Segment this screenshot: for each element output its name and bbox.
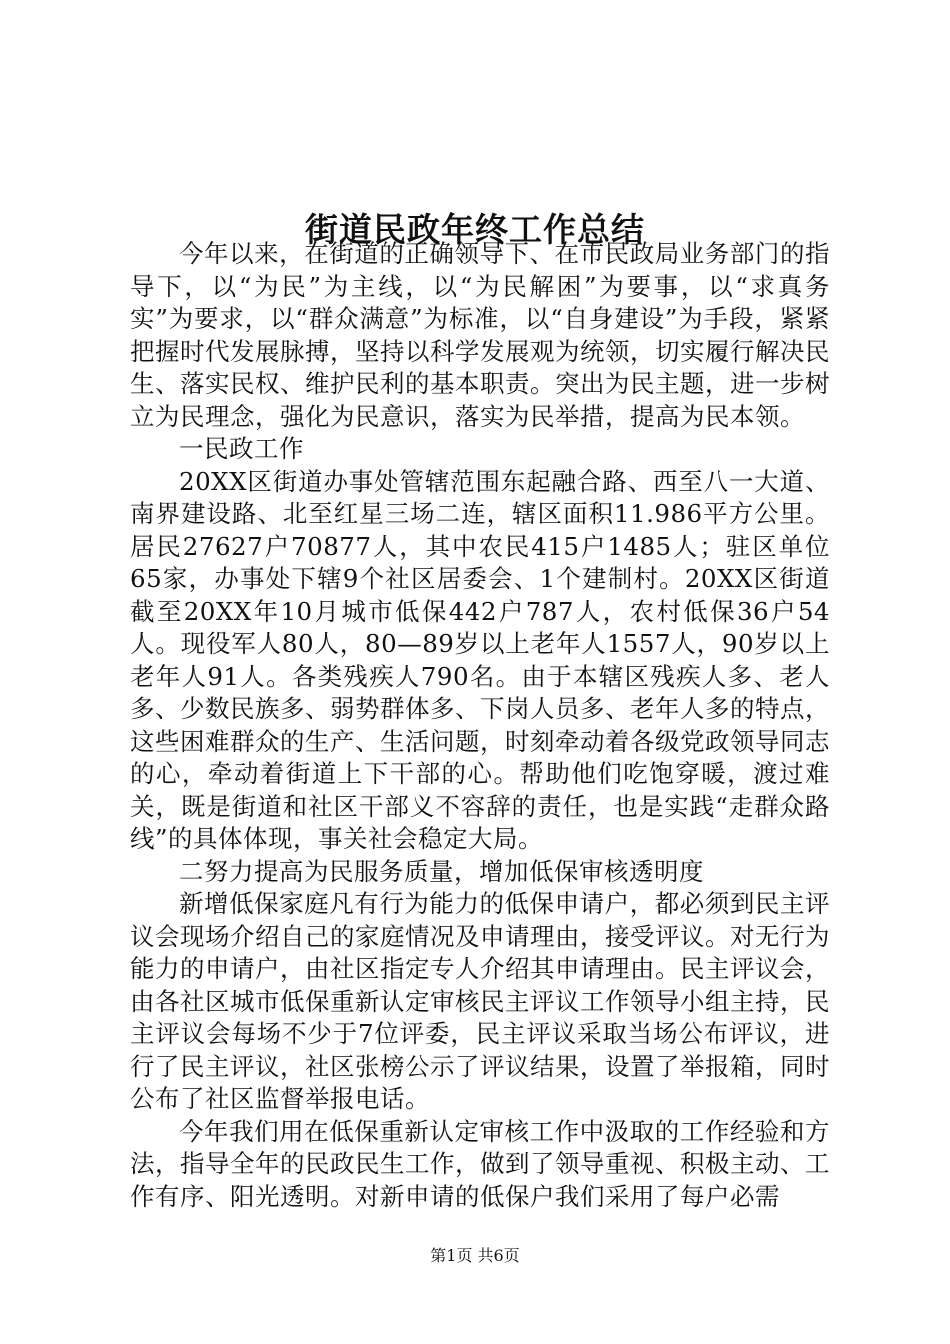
section-heading-1: 一民政工作 [179, 434, 304, 463]
body-paragraph: 新增低保家庭凡有行为能力的低保申请户，都必须到民主评议会现场介绍自己的家庭情况及申请理由，接受评议。对无行为能力的申请户，由社区指定专人介绍其申请理由。民主评议会，由各社区城市低保重新认定审核民主评议工作领导小组主持，民主评议会每场不少于7位评委，民主评议采取当场公布评议，进行了民主评议，社区张榜公示了评议结果，设置了举报箱，同时公布了社区监督举报电话。 [130, 889, 830, 1113]
body-paragraph: 20XX区街道办事处管辖范围东起融合路、西至八一大道、南界建设路、北至红星三场二连，辖区面积11.986平方公里。居民27627户70877人，其中农民415户1485人；驻区单位65家，办事处下辖9个社区居委会、1个建制村。20XX区街道截至20XX年10月城市低保442户787人，农村低保36户54人。现役军人80人，80—89岁以上老年人1557人，90岁以上老年人91人。各类残疾人790名。由于本辖区残疾人多、老人多、少数民族多、弱势群体多、下岗人员多、老年人多的特点，这些困难群众的生产、生活问题，时刻牵动着各级党政领导同志的心，牵动着街道上下干部的心。帮助他们吃饱穿暖，渡过难关，既是街道和社区干部义不容辞的责任，也是实践“走群众路线”的具体体现，事关社会稳定大局。 [130, 466, 830, 853]
document-title: 街道民政年终工作总结 [305, 210, 645, 250]
body-paragraph: 今年我们用在低保重新认定审核工作中汲取的工作经验和方法，指导全年的民政民生工作，做到了领导重视、积极主动、工作有序、阳光透明。对新申请的低保户我们采用了每户必需 [130, 1116, 830, 1211]
document-body [130, 238, 830, 1213]
page-footer: 第1页 共6页 [430, 1246, 520, 1265]
intro-paragraph: 今年以来，在街道的正确领导下、在市民政局业务部门的指导下，以“为民”为主线，以“为民解困”为要事，以“求真务实”为要求，以“群众满意”为标准，以“自身建设”为手段，紧紧把握时代发展脉搏，坚持以科学发展观为统领，切实履行解决民生、落实民权、维护民利的基本职责。突出为民主题，进一步树立为民理念，强化为民意识，落实为民举措，提高为民本领。 [130, 239, 830, 431]
section-heading-2: 二努力提高为民服务质量，增加低保审核透明度 [179, 856, 704, 886]
